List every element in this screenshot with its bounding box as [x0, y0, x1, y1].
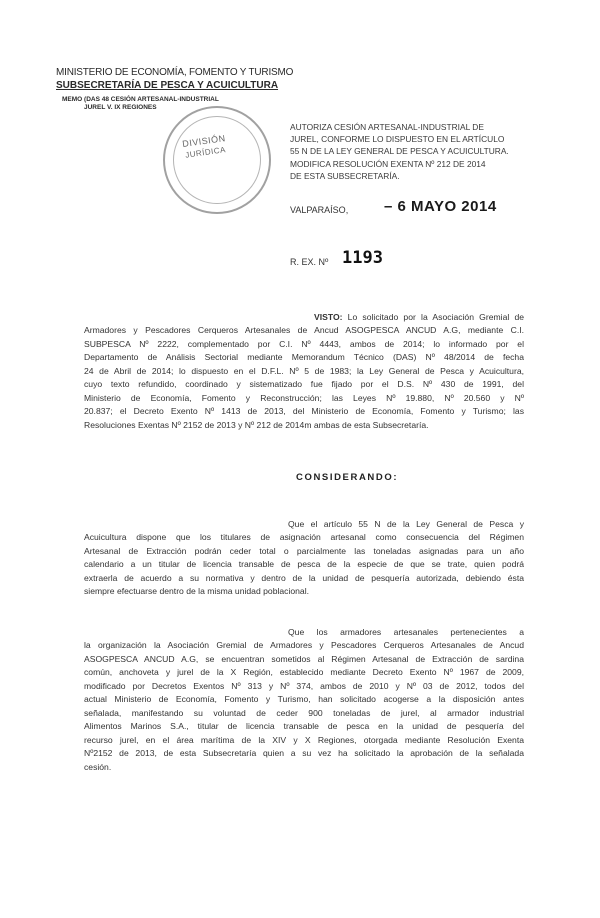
visto-line: Ministerio de Economía, Fomento y Reconstrucción; las Leyes Nº 19.880, Nº 20.560 y Nº: [84, 392, 524, 403]
issue-place: VALPARAÍSO,: [290, 205, 349, 215]
considerando-paragraph-2: [84, 626, 524, 774]
summary-line: MODIFICA RESOLUCIÓN EXENTA Nº 212 DE 2014: [290, 158, 486, 169]
visto-line: Armadores y Pescadores Cerqueros Artesanales de Ancud ASOGPESCA ANCUD A.G, mediante C.I.: [84, 325, 524, 336]
paragraph-line: Que el artículo 55 N de la Ley General de Pesca y: [288, 519, 524, 529]
visto-line: VISTO: Lo solicitado por la Asociación Gremial de: [314, 312, 524, 322]
paragraph-line: siempre efectuarse dentro de la misma unidad poblacional.: [84, 586, 309, 597]
visto-line: 20.837; el Decreto Exento Nº 1413 de 2013, del Ministerio de Economía, Fomento y Turismo; las: [84, 406, 524, 417]
paragraph-line: modificado por Decretos Exentos Nº 313 y Nº 374, ambos de 2010 y Nº 03 de 2012, todos del: [84, 680, 524, 691]
visto-line: Departamento de Análisis Sectorial mediante Memorandum Técnico (DAS) Nº 48/2014 de fecha: [84, 352, 524, 363]
official-seal: [163, 106, 271, 214]
visto-line: Resoluciones Exentas Nº 2152 de 2013 y Nº 212 de 2014m ambas de esta Subsecretaría.: [84, 419, 429, 430]
summary-line: DE ESTA SUBSECRETARÍA.: [290, 170, 400, 181]
visto-section: [84, 311, 524, 432]
paragraph-line: calendario a un titular de licencia transable de pesca de la especie de que se trate, quien podrá: [84, 559, 524, 570]
letterhead: [56, 67, 296, 92]
subsecretaria-name: SUBSECRETARÍA DE PESCA Y ACUICULTURA: [56, 80, 279, 91]
summary-line: 55 N DE LA LEY GENERAL DE PESCA Y ACUICULTURA.: [290, 146, 509, 157]
memo-line-2: JUREL V. IX REGIONES: [84, 104, 157, 111]
resolution-label: R. EX. Nº: [290, 257, 329, 267]
paragraph-line: actual Ministerio de Economía, Fomento y Turismo, han solicitado acogerse a la disposición antes: [84, 694, 524, 705]
seal-line-1: DIVISIÓN: [181, 133, 227, 150]
considerando-paragraph-1: [84, 518, 524, 599]
paragraph-line: Alimentos Marinos S.A., titular de licencia transable de pesca en la unidad de pesquería del: [84, 721, 524, 732]
paragraph-line: recurso jurel, en el área marítima de la XIV y X Regiones, otorgada mediante Resolución Exenta: [84, 734, 524, 745]
paragraph-line: la organización la Asociación Gremial de Armadores y Pescadores Cerqueros Artesanales de Ancud: [84, 640, 524, 651]
paragraph-line: cesión.: [84, 761, 112, 772]
paragraph-line: Acuicultura dispone que los titulares de asignación artesanal como consecuencia del Régimen: [84, 532, 524, 543]
visto-line: SUBPESCA Nº 2222, complementado por C.I. Nº 4443, ambos de 2014; lo informado por el: [84, 338, 524, 349]
visto-heading: VISTO:: [314, 312, 343, 322]
paragraph-line: extraerla de acuerdo a su normativa y dentro de la unidad de pesquería autorizada, debiendo ésta: [84, 572, 524, 583]
summary-line: AUTORIZA CESIÓN ARTESANAL-INDUSTRIAL DE: [290, 122, 484, 132]
ministry-name: MINISTERIO DE ECONOMÍA, FOMENTO Y TURISMO: [56, 67, 294, 78]
issue-date-stamp: – 6 MAYO 2014: [384, 198, 497, 215]
visto-line: cuyo texto refundido, coordinado y sistematizado fue fijado por el D.S. Nº 430 de 1991, del: [84, 379, 524, 390]
seal-line-2: JURÍDICA: [184, 145, 227, 160]
paragraph-line: Artesanal de Extracción podrán ceder total o parcialmente las toneladas asignadas para un año: [84, 545, 524, 556]
summary-line: JUREL, CONFORME LO DISPUESTO EN EL ARTÍCULO: [290, 134, 505, 145]
paragraph-line: ASOGPESCA ANCUD A.G, se encuentran sometidos al Régimen Artesanal de Extracción de sardina: [84, 653, 524, 664]
considerando-heading: CONSIDERANDO:: [296, 472, 399, 483]
paragraph-line: Que los armadores artesanales pertenecientes a: [288, 627, 524, 637]
paragraph-line: señalada, manifestando su voluntad de ceder 900 toneladas de jurel, al armador industrial: [84, 707, 524, 718]
paragraph-line: común, anchoveta y jurel de la X Región, establecido mediante Decreto Exento Nº 1967 de 2009,: [84, 667, 524, 678]
resolution-summary: [290, 121, 550, 182]
memo-line-1: MEMO (DAS 48 CESIÓN ARTESANAL-INDUSTRIAL: [62, 96, 219, 103]
paragraph-line: Nº2152 de 2013, de esta Subsecretaría quien a su vez ha solicitado la aprobación de la señalada: [84, 748, 524, 759]
visto-line: 24 de Abril de 2014; lo dispuesto en el D.F.L. Nº 5 de 1983; la Ley General de Pesca y Acuicultura,: [84, 365, 524, 376]
resolution-number: 1193: [342, 248, 383, 268]
